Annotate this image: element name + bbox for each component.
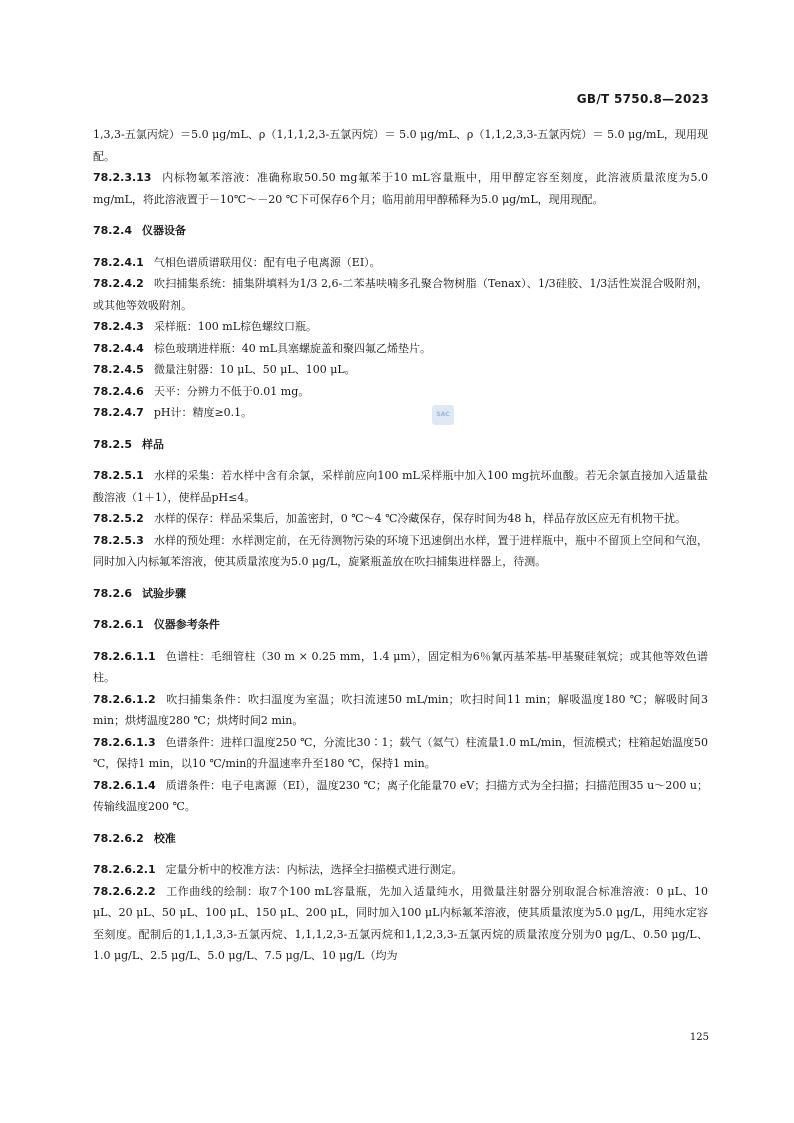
clause-text: 吹扫捕集条件：吹扫温度为室温；吹扫流速50 mL/min；吹扫时间11 min；解吸温度180 ℃；解吸时间3 min；烘烤温度280 ℃；烘烤时间2 min。 [93,692,708,727]
clause-78-2-6-1-2 [93,689,708,732]
heading-number: 78.2.5 [93,437,132,451]
heading-78-2-4 [93,220,708,242]
clause-text: 水样的预处理：水样测定前，在无待测物污染的环境下迅速倒出水样，置于进样瓶中，瓶中不留顶上空间和气泡，同时加入内标氟苯溶液，使其质量浓度为5.0 μg/L，旋紧瓶盖放在吹扫捕集进样器上，待测。 [93,533,708,568]
clause-78-2-5-3 [93,530,708,573]
clause-text: 内标物氟苯溶液：准确称取50.50 mg氟苯于10 mL容量瓶中，用甲醇定容至刻度，此溶液质量浓度为5.0 mg/mL，将此溶液置于－10℃～－20 ℃下可保存6个月；临用前用甲醇稀释为5.0 μg/mL，现用现配。 [93,171,708,206]
clause-number: 78.2.6.1.3 [93,735,156,749]
heading-text: 仪器设备 [141,224,186,237]
clause-number: 78.2.6.1.1 [93,649,156,663]
clause-text: 水样的采集：若水样中含有余氯，采样前应向100 mL采样瓶中加入100 mg抗坏血酸。若无余氯直接加入适量盐酸溶液（1＋1），使样品pH≤4。 [93,469,708,504]
heading-78-2-5 [93,434,708,456]
clause-number: 78.2.6.2.2 [93,884,156,898]
clause-text: 色谱条件：进样口温度250 ℃，分流比30∶1；载气（氦气）柱流量1.0 mL/min，恒流模式；柱箱起始温度50 ℃，保持1 min，以10 ℃/min的升温速率升至180 ℃，保持1 min。 [93,735,708,770]
clause-78-2-6-1-3 [93,732,708,775]
clause-text: 微量注射器：10 μL、50 μL、100 μL。 [153,363,356,376]
clause-number: 78.2.4.7 [93,406,144,419]
sac-watermark-logo: SAC [432,405,454,425]
clause-text: 棕色玻璃进样瓶：40 mL具塞螺旋盖和聚四氟乙烯垫片。 [153,341,432,355]
clause-78-2-4-4 [93,338,708,360]
heading-number: 78.2.4 [93,224,132,237]
clause-number: 78.2.6.2.1 [93,863,156,876]
clause-78-2-3-13 [93,167,708,210]
clause-78-2-4-6 [93,381,708,403]
clause-78-2-5-1 [93,465,708,508]
clause-number: 78.2.4.4 [93,341,144,355]
clause-text: pH计：精度≥0.1。 [153,406,253,419]
clause-text: 工作曲线的绘制：取7个100 mL容量瓶，先加入适量纯水，用微量注射器分别取混合标准溶液：0 μL、10 μL、20 μL、50 μL、100 μL、150 μL、200 μL，同时加入100 μL内标氟苯溶液，使其质量浓度为5.0 μg/L，用纯水定容至刻度。配制后的1,1,1,3,3-五氯丙烷、1,1,1,2,3-五氯丙烷和1,1,2,3,3-五氯丙烷的质量浓度分别为0 μg/L、0.50 μg/L、1.0 μg/L、2.5 μg/L、5.0 μg/L、7.5 μg/L、10 μg/L（均为 [93,884,708,962]
clause-78-2-5-2 [93,508,708,530]
clause-78-2-6-1-4 [93,775,708,818]
heading-number: 78.2.6 [93,586,132,600]
clause-78-2-6-1-1 [93,646,708,689]
clause-78-2-4-7 [93,402,708,424]
clause-text: 气相色谱质谱联用仪：配有电子电离源（EI）。 [153,255,381,269]
clause-number: 78.2.6.1.4 [93,778,156,792]
paragraph [93,124,708,167]
document-body [93,124,708,967]
clause-number: 78.2.4.1 [93,255,144,269]
clause-number: 78.2.5.3 [93,533,144,547]
clause-text: 色谱柱：毛细管柱（30 m × 0.25 mm，1.4 μm），固定相为6％氰丙基苯基-甲基聚硅氧烷；或其他等效色谱柱。 [93,649,708,684]
page-number: 125 [689,1032,709,1043]
clause-78-2-4-1 [93,252,708,274]
clause-number: 78.2.4.5 [93,363,144,376]
clause-text: 定量分析中的校准方法：内标法，选择全扫描模式进行测定。 [165,863,463,876]
clause-78-2-4-2 [93,273,708,316]
heading-text: 仪器参考条件 [153,618,220,631]
clause-number: 78.2.6.1.2 [93,692,156,706]
clause-text: 吹扫捕集系统：捕集阱填料为1/3 2,6-二苯基呋喃多孔聚合物树脂（Tenax）、1/3硅胶、1/3活性炭混合吸附剂，或其他等效吸附剂。 [93,277,708,312]
heading-number: 78.2.6.2 [93,831,144,845]
clause-78-2-6-2-1 [93,859,708,881]
clause-number: 78.2.5.2 [93,512,144,525]
standard-number: GB/T 5750.8—2023 [576,92,709,106]
clause-78-2-4-3 [93,316,708,338]
clause-text: 采样瓶：100 mL棕色螺纹口瓶。 [153,320,318,333]
heading-number: 78.2.6.1 [93,618,144,631]
clause-number: 78.2.4.3 [93,320,144,333]
clause-number: 78.2.4.6 [93,384,144,398]
clause-text: 天平：分辨力不低于0.01 mg。 [153,384,310,398]
paragraph-text: 1,3,3-五氯丙烷）＝5.0 μg/mL、ρ（1,1,1,2,3-五氯丙烷）＝ 5.0 μg/mL、ρ（1,1,2,3,3-五氯丙烷）＝ 5.0 μg/mL，现用现配。 [93,128,708,163]
heading-text: 样品 [141,437,164,451]
clause-78-2-4-5 [93,359,708,381]
clause-text: 水样的保存：样品采集后，加盖密封，0 ℃～4 ℃冷藏保存，保存时间为48 h，样品存放区应无有机物干扰。 [153,512,686,525]
clause-number: 78.2.3.13 [93,171,152,184]
heading-78-2-6 [93,583,708,605]
clause-text: 质谱条件：电子电离源（EI），温度230 ℃；离子化能量70 eV；扫描方式为全扫描；扫描范围35 u～200 u；传输线温度200 ℃。 [93,778,708,813]
heading-text: 校准 [153,831,176,845]
heading-78-2-6-2 [93,828,708,850]
heading-78-2-6-1 [93,614,708,636]
clause-number: 78.2.4.2 [93,277,144,290]
clause-78-2-6-2-2 [93,881,708,967]
heading-text: 试验步骤 [141,586,186,600]
clause-number: 78.2.5.1 [93,469,144,482]
